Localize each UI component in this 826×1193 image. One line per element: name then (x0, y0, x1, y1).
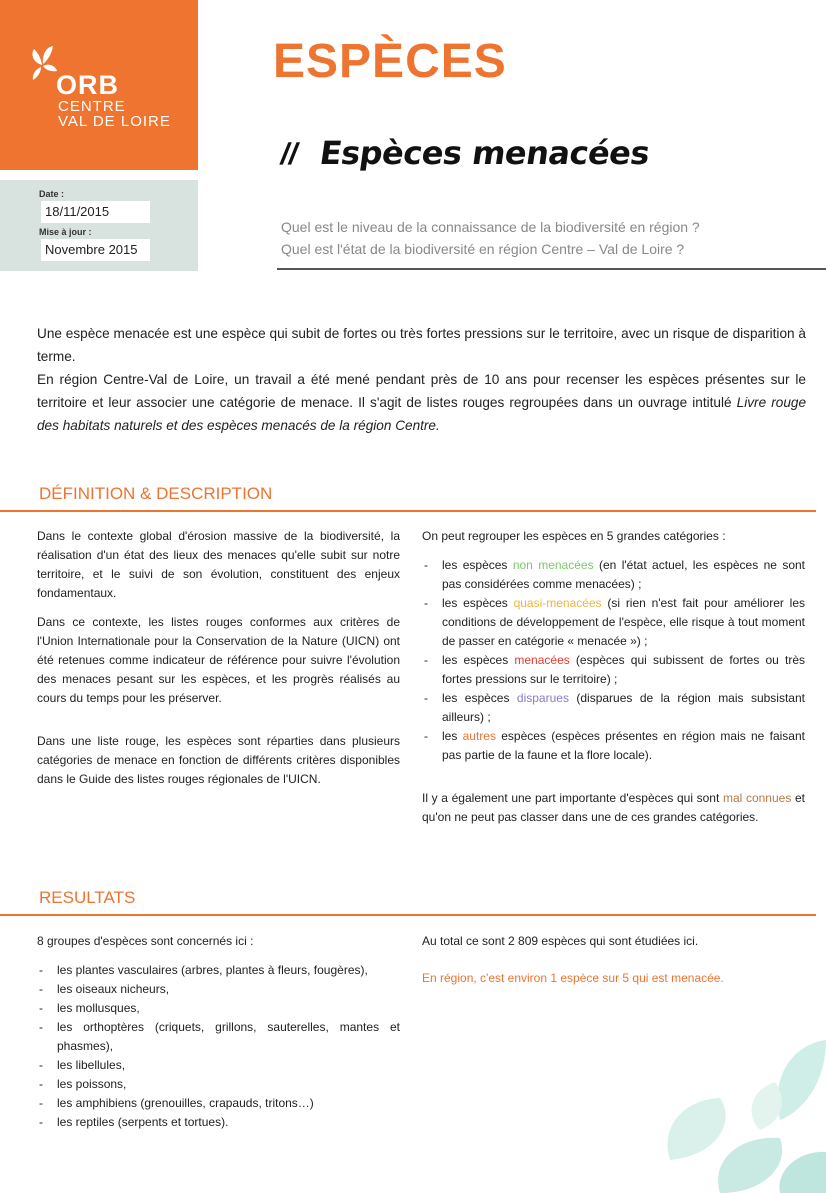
date-value: 18/11/2015 (41, 201, 150, 223)
update-value: Novembre 2015 (41, 239, 150, 261)
intro-paragraph-2 (37, 368, 806, 437)
date-panel (0, 180, 198, 271)
logo-orb-text: ORB (56, 70, 119, 100)
categories-list (422, 556, 805, 765)
list-item (422, 727, 805, 765)
groups-list (37, 961, 400, 1132)
definition-right-column (422, 527, 805, 837)
page-title: ESPÈCES (273, 35, 507, 88)
key-question-2: Quel est l'état de la biodiversité en région Centre – Val de Loire ? (281, 241, 685, 257)
update-label: Mise à jour : (39, 227, 92, 237)
list-item: - les reptiles (serpents et tortues). (37, 1113, 400, 1132)
definition-paragraph-1: Dans le contexte global d'érosion massive de la biodiversité, la réalisation d'un état des lieux des menaces qu'elle subit sur notre territoire, et le suivi de son évolution, constituent des enjeux fondamentaux. (37, 529, 400, 600)
book-title: Livre rouge des habitats naturels et des espèces menacés de la région Centre. (37, 395, 807, 433)
categories-intro: On peut regrouper les espèces en 5 grandes catégories : (422, 529, 726, 543)
results-right-column (422, 932, 805, 998)
decorative-petals-graphic (640, 1020, 826, 1193)
subtitle-slashes: // (277, 138, 302, 171)
item-text: les espèces (442, 558, 513, 572)
results-total: Au total ce sont 2 809 espèces qui sont étudiées ici. (422, 934, 699, 948)
section-title-results: RESULTATS (39, 888, 136, 907)
logo-panel (0, 0, 198, 170)
item-text: les (442, 729, 463, 743)
item-text: les espèces (442, 596, 514, 610)
orb-flower-icon (28, 43, 58, 83)
category-disparues: disparues (516, 691, 569, 705)
list-item: - les amphibiens (grenouilles, crapauds, tritons…) (37, 1094, 400, 1113)
list-item: - les orthoptères (criquets, grillons, sauterelles, mantes et phasmes), (37, 1018, 400, 1056)
item-text: (espèces qui subissent de fortes ou très fortes pressions sur le territoire) ; (442, 653, 806, 686)
outro-text: et qu'on ne peut pas classer dans une de ces grandes catégories. (422, 791, 805, 824)
item-text: (en l'état actuel, les espèces ne sont pas considérées comme menacées) ; (442, 558, 806, 591)
list-item: - les plantes vasculaires (arbres, plantes à fleurs, fougères), (37, 961, 400, 980)
results-left-column (37, 932, 400, 1132)
page-subtitle: Espèces menacées (317, 134, 652, 172)
item-text: les espèces (442, 653, 515, 667)
logo-line-val-de-loire: VAL DE LOIRE (58, 113, 171, 130)
item-text: (disparues de la région mais subsistant ailleurs) ; (442, 691, 805, 724)
definition-paragraph-2: Dans ce contexte, les listes rouges conformes aux critères de l'Union Internationale pour la Conservation de la Nature (UICN) ont été retenues comme indicateur de référence pour suivre l'évolution des menaces pesant sur les espèces, et les progrès réalisés au cours du temps pour les préserver. (37, 615, 400, 705)
item-text: les espèces (442, 691, 517, 705)
category-quasi-menacees: quasi-menacées (513, 596, 602, 610)
definition-left-column (37, 527, 400, 799)
section-divider-definition (0, 510, 816, 512)
key-question-1: Quel est le niveau de la connaissance de la biodiversité en région ? (281, 219, 700, 235)
intro-paragraph-1: Une espèce menacée est une espèce qui subit de fortes ou très fortes pressions sur le territoire, avec un risque de disparition à terme. (37, 326, 806, 364)
results-highlight: En région, c'est environ 1 espèce sur 5 qui est menacée. (422, 971, 724, 985)
intro-paragraph-2-text: En région Centre-Val de Loire, un travail a été mené pendant près de 10 ans pour recenser les espèces présentes sur le territoire et leur associer une catégorie de menace. Il s'agit de listes rouges regroupées dans un ouvrage intitulé (37, 372, 806, 410)
categories-outro (422, 789, 805, 827)
list-item (422, 594, 805, 651)
category-mal-connues: mal connues (722, 791, 792, 805)
list-item: - les poissons, (37, 1075, 400, 1094)
category-autres: autres (462, 729, 496, 743)
list-item (422, 651, 805, 689)
section-divider-results (0, 914, 816, 916)
intro-text (37, 322, 806, 437)
category-non-menacees: non menacées (512, 558, 594, 572)
category-menacees: menacées (514, 653, 570, 667)
section-title-definition: DÉFINITION & DESCRIPTION (39, 484, 273, 503)
item-text: (si rien n'est fait pour améliorer les conditions de développement de l'espèce, elle risque à tout moment de passer en catégorie « menacée ») ; (442, 596, 805, 648)
list-item: - les libellules, (37, 1056, 400, 1075)
definition-paragraph-3: Dans une liste rouge, les espèces sont réparties dans plusieurs catégories de menace en fonction de différents critères disponibles dans le Guide des listes rouges régionales de l'UICN. (37, 734, 400, 786)
logo-line-centre: CENTRE (58, 98, 126, 115)
list-item (422, 689, 805, 727)
outro-text: Il y a également une part importante d'espèces qui sont (422, 791, 723, 805)
header-divider (277, 268, 826, 270)
date-label: Date : (39, 189, 65, 199)
list-item: - les mollusques, (37, 999, 400, 1018)
list-item (422, 556, 805, 594)
item-text: espèces (espèces présentes en région mais ne faisant pas partie de la faune et la flore locale). (442, 729, 805, 762)
list-item: - les oiseaux nicheurs, (37, 980, 400, 999)
groups-intro: 8 groupes d'espèces sont concernés ici : (37, 934, 254, 948)
